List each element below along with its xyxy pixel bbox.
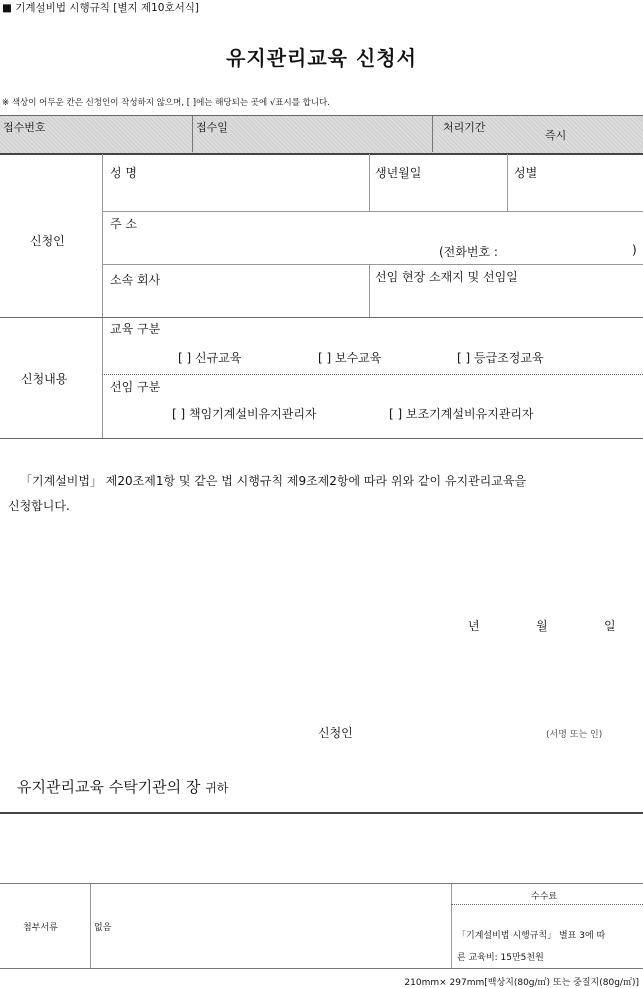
address-label: 주 소 xyxy=(110,217,137,231)
attachments-label: 첨부서류 xyxy=(23,923,58,933)
statement-line-2: 신청합니다. xyxy=(8,499,70,513)
date-day: 일 xyxy=(604,619,616,633)
recipient-name: 유지관리교육 수탁기관의 장 xyxy=(17,778,201,796)
appointment-type-label: 선임 구분 xyxy=(110,380,161,394)
table-bottom-line xyxy=(0,968,643,969)
signature-hint: (서명 또는 인) xyxy=(546,730,603,740)
divider-thick xyxy=(0,812,643,814)
fee-label: 수수료 xyxy=(531,892,558,902)
phone-label: (전화번호 : xyxy=(439,245,498,259)
processing-period-value: 즉시 xyxy=(545,129,567,142)
cell-divider xyxy=(507,154,508,211)
form-reference: ■ 기계설비법 시행규칙 [별지 제10호서식] xyxy=(2,2,199,14)
education-type-label: 교육 구분 xyxy=(110,322,161,336)
statement-line-1: 「기계설비법」 제20조제1항 및 같은 법 시행규칙 제9조제2항에 따라 위와 같이 유지관리교육을 xyxy=(20,474,527,488)
phone-close: ) xyxy=(632,243,637,257)
section-divider-line xyxy=(0,317,643,318)
gender-label: 성별 xyxy=(514,166,538,180)
fee-divider xyxy=(451,904,643,905)
signature-label: 신청인 xyxy=(318,726,353,740)
table-top-line xyxy=(0,883,643,884)
processing-period-label: 처리기간 xyxy=(443,121,486,134)
date-month: 월 xyxy=(536,619,548,633)
page-title: 유지관리교육 신청서 xyxy=(226,46,417,70)
table-divider xyxy=(451,884,452,968)
cell-divider xyxy=(369,264,370,317)
site-label: 선임 현장 소재지 및 선임일 xyxy=(375,270,518,284)
checkbox-assistant-manager[interactable]: [ ] 보조기계설비유지관리자 xyxy=(389,407,534,421)
birth-label: 생년월일 xyxy=(375,166,422,180)
checkbox-chief-manager[interactable]: [ ] 책임기계설비유지관리자 xyxy=(172,407,317,421)
section-divider-line xyxy=(0,438,643,439)
fee-line-1: 「기계설비법 시행규칙」 별표 3에 따 xyxy=(457,931,606,941)
checkbox-refresher-education[interactable]: [ ] 보수교육 xyxy=(318,351,382,365)
receipt-divider xyxy=(192,116,193,152)
cell-divider xyxy=(369,154,370,211)
recipient-suffix: 귀하 xyxy=(205,781,229,795)
checkbox-grade-adjust-education[interactable]: [ ] 등급조정교육 xyxy=(457,351,544,365)
fee-line-2: 른 교육비: 15만5천원 xyxy=(457,953,544,963)
row-divider xyxy=(102,211,643,212)
table-divider xyxy=(90,884,91,968)
checkbox-new-education[interactable]: [ ] 신규교육 xyxy=(178,351,242,365)
request-section-label: 신청내용 xyxy=(21,372,68,386)
receipt-number-label: 접수번호 xyxy=(3,121,46,134)
paper-spec: 210mm× 297mm[백상지(80g/㎡) 또는 중질지(80g/㎡)] xyxy=(404,978,639,988)
row-divider xyxy=(102,374,643,375)
company-label: 소속 회사 xyxy=(110,273,161,287)
name-label: 성 명 xyxy=(110,166,137,180)
attachments-value: 없음 xyxy=(94,923,112,933)
section-divider xyxy=(102,154,103,438)
receipt-date-label: 접수일 xyxy=(196,121,228,134)
applicant-section-label: 신청인 xyxy=(30,234,65,248)
date-year: 년 xyxy=(468,619,480,633)
instruction-note: ※ 색상이 어두운 칸은 신청인이 작성하지 않으며, [ ]에는 해당되는 곳에 √표시를 합니다. xyxy=(2,98,330,108)
recipient xyxy=(17,776,228,797)
row-divider xyxy=(102,264,643,265)
receipt-divider xyxy=(432,116,433,152)
